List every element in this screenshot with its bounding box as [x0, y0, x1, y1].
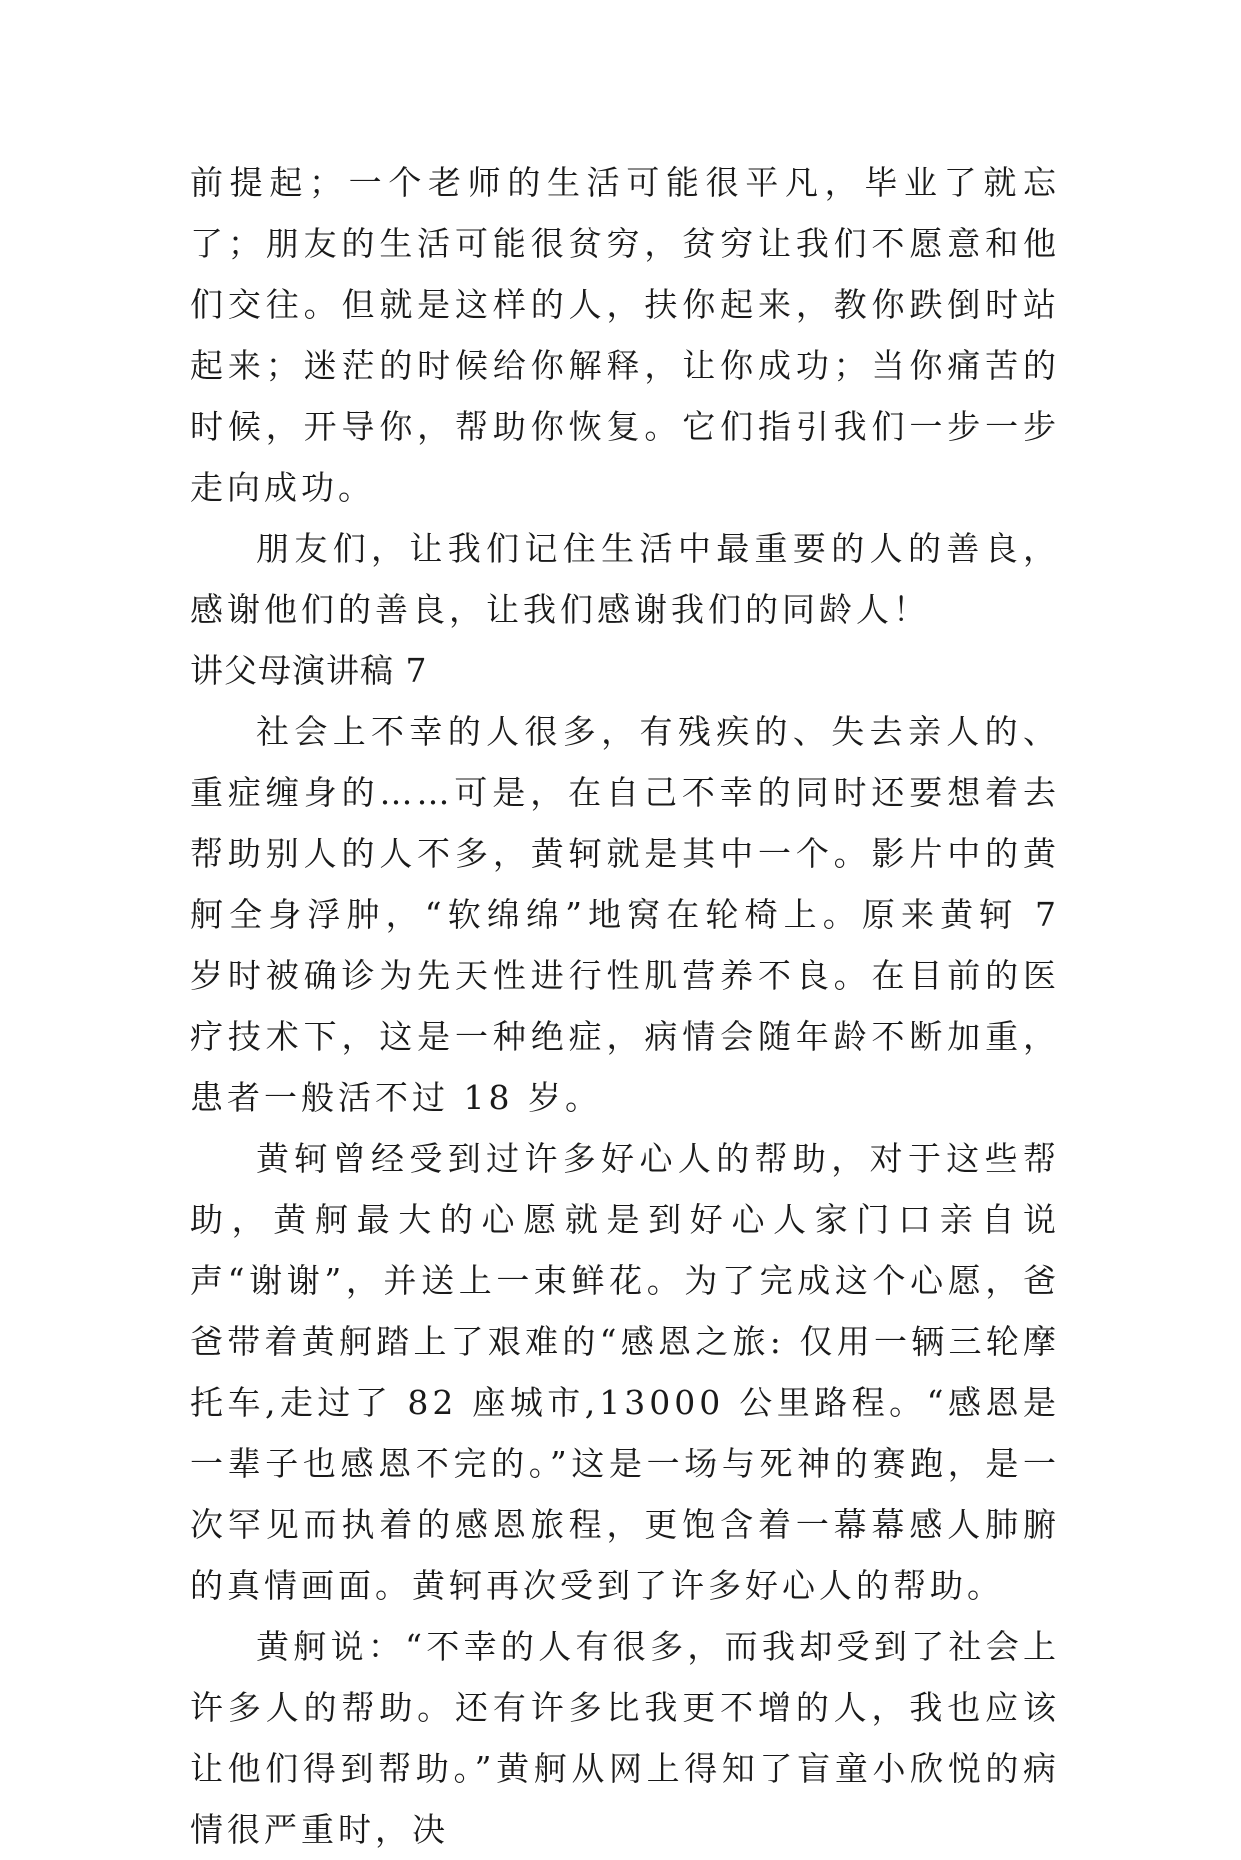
paragraph-thanks: 朋友们，让我们记住生活中最重要的人的善良，感谢他们的善良，让我们感谢我们的同龄人！	[190, 529, 1060, 629]
section-heading: 讲父母演讲稿 7	[190, 651, 428, 690]
paragraph-intro: 社会上不幸的人很多，有残疾的、失去亲人的、重症缠身的……可是，在自己不幸的同时还要想着去帮助别人的人不多，黄轲就是其中一个。影片中的黄舸全身浮肿，“软绵绵”地窝在轮椅上。原来黄轲 7 岁时被确诊为先天性进行性肌营养不良。在目前的医疗技术下，这是一种绝症，病情会随年龄不断加重，患者一般活不过 18 岁。	[190, 712, 1060, 1117]
paragraph-journey: 黄轲曾经受到过许多好心人的帮助，对于这些帮助，黄舸最大的心愿就是到好心人家门口亲自说声“谢谢”，并送上一束鲜花。为了完成这个心愿，爸爸带着黄舸踏上了艰难的“感恩之旅: 仅用一辆三轮摩托车,走过了 82 座城市,13000 公里路程。“感恩是一辈子也感恩不完的。”这是一场与死神的赛跑，是一次罕见而执着的感恩旅程，更饱含着一幕幕感人肺腑的真情画面。黄轲再次受到了许多好心人的帮助。	[190, 1139, 1060, 1605]
paragraph-continuation: 前提起；一个老师的生活可能很平凡，毕业了就忘了；朋友的生活可能很贫穷，贫穷让我们不愿意和他们交往。但就是这样的人，扶你起来，教你跌倒时站起来；迷茫的时候给你解释，让你成功；当你痛苦的时候，开导你，帮助你恢复。它们指引我们一步一步走向成功。	[190, 163, 1060, 507]
document-body	[190, 152, 1060, 1860]
paragraph-quote: 黄舸说：“不幸的人有很多，而我却受到了社会上许多人的帮助。还有许多比我更不增的人，我也应该让他们得到帮助。”黄舸从网上得知了盲童小欣悦的病情很严重时，决	[190, 1627, 1060, 1849]
